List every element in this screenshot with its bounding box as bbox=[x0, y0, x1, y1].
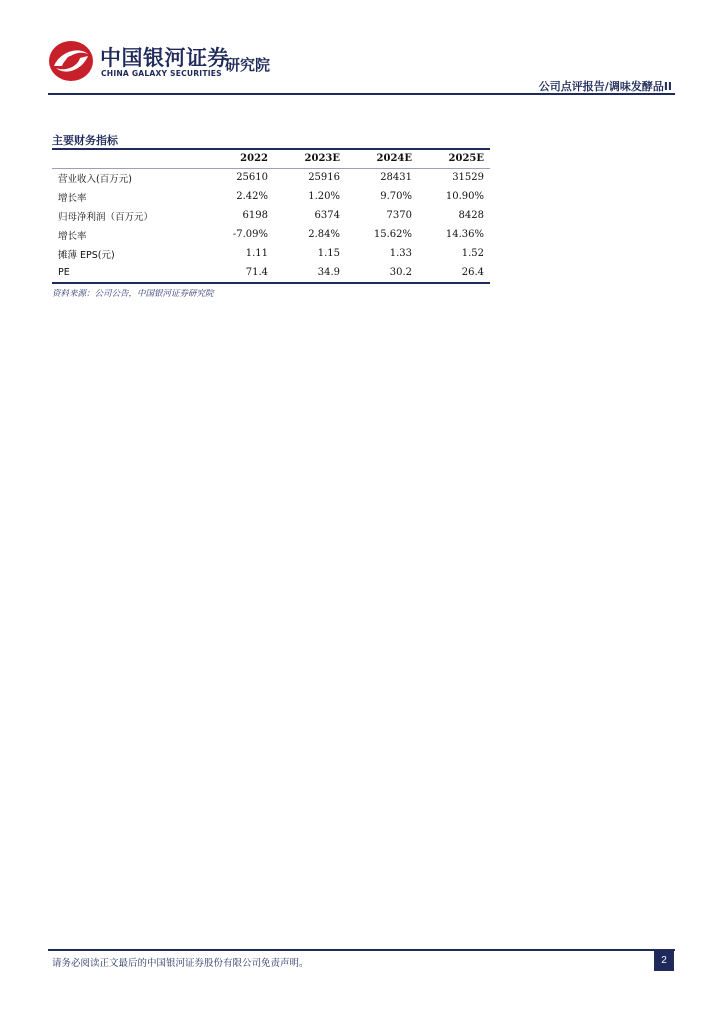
table-row bbox=[52, 225, 490, 244]
table-cell: 28431 bbox=[380, 172, 412, 184]
table-cell: 1.11 bbox=[245, 248, 268, 260]
source-note: 资料来源：公司公告，中国银河证券研究院 bbox=[52, 289, 214, 299]
table-row bbox=[52, 263, 490, 282]
table-cell: 2.84% bbox=[308, 229, 340, 241]
column-header bbox=[52, 150, 202, 168]
table-cell: 10.90% bbox=[445, 191, 484, 203]
row-label: 增长率 bbox=[58, 230, 87, 242]
disclaimer-text: 请务必阅读正文最后的中国银河证券股份有限公司免责声明。 bbox=[52, 958, 309, 969]
table-cell: 2.42% bbox=[236, 191, 268, 203]
table-cell: 7370 bbox=[386, 210, 412, 222]
table-cell: 8428 bbox=[458, 210, 484, 222]
table-cell: 15.62% bbox=[373, 229, 412, 241]
row-label: 归母净利润（百万元） bbox=[58, 211, 154, 223]
table-cell: 14.36% bbox=[445, 229, 484, 241]
table-cell: 25916 bbox=[308, 172, 340, 184]
table-cell: 26.4 bbox=[461, 267, 484, 279]
table-cell: 71.4 bbox=[245, 267, 268, 279]
table-cell: 1.15 bbox=[317, 248, 340, 260]
table-cell: 31529 bbox=[452, 172, 484, 184]
table-cell: 6374 bbox=[314, 210, 340, 222]
row-label: PE bbox=[58, 267, 70, 279]
table-header-row bbox=[52, 150, 490, 168]
financial-table bbox=[52, 148, 490, 284]
column-header: 2023E bbox=[304, 153, 340, 164]
table-cell: 9.70% bbox=[380, 191, 412, 203]
table-cell: 30.2 bbox=[389, 267, 412, 279]
table-title: 主要财务指标 bbox=[52, 134, 118, 147]
row-label: 增长率 bbox=[58, 192, 87, 204]
table-row bbox=[52, 168, 490, 187]
report-type: 公司点评报告/调味发酵品II bbox=[538, 80, 672, 93]
table-cell: 1.52 bbox=[461, 248, 484, 260]
table-cell: 1.20% bbox=[308, 191, 340, 203]
table-cell: 1.33 bbox=[389, 248, 412, 260]
column-header: 2022 bbox=[240, 153, 268, 164]
header-divider bbox=[48, 93, 675, 95]
column-header: 2025E bbox=[448, 153, 484, 164]
table-row bbox=[52, 187, 490, 206]
brand-name-cn: 中国银河证券 bbox=[100, 46, 229, 70]
page-number: 2 bbox=[654, 951, 674, 971]
row-label: 营业收入(百万元) bbox=[58, 173, 132, 185]
table-cell: 6198 bbox=[242, 210, 268, 222]
page-header bbox=[0, 0, 724, 96]
table-cell: 34.9 bbox=[317, 267, 340, 279]
table-row bbox=[52, 244, 490, 263]
table-row bbox=[52, 206, 490, 225]
institute-label: 研究院 bbox=[225, 56, 271, 74]
brand-name-en: CHINA GALAXY SECURITIES bbox=[101, 69, 222, 78]
table-cell: 25610 bbox=[236, 172, 268, 184]
table-cell: -7.09% bbox=[232, 229, 268, 241]
galaxy-logo-icon bbox=[48, 40, 94, 82]
table-bottom-rule bbox=[52, 282, 490, 284]
row-label: 摊薄 EPS(元) bbox=[58, 249, 115, 261]
footer-divider bbox=[48, 949, 675, 951]
column-header: 2024E bbox=[376, 153, 412, 164]
